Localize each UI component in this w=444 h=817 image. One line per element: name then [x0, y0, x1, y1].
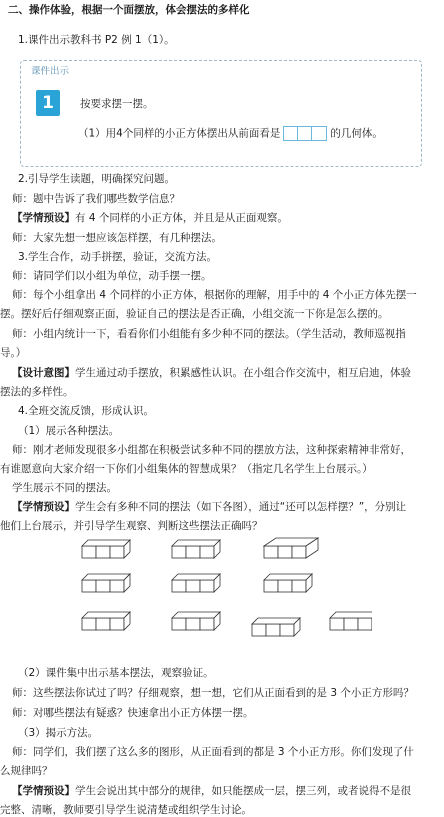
text-line: 师：每个小组拿出 4 个同样的小正方体，根据你的理解，用手中的 4 个小正方体先摆一 — [12, 289, 417, 301]
callout-instruction: 按要求摆一摆。 — [80, 98, 154, 110]
text-line: （3）揭示方法。 — [18, 727, 99, 739]
text-line: 4.全班交流反馈，形成认识。 — [18, 405, 155, 417]
text-line: 导。） — [0, 347, 27, 359]
text-line: 完整、清晰，教师要引导学生说清楚或组织学生讨论。 — [0, 804, 252, 816]
text-line: 师：大家先想一想应该怎样摆，有几种摆法。 — [12, 232, 222, 244]
text-line: 【学情预设】学生会说出其中部分的规律，如只能摆成一层，摆三列，或者说得不是很 — [12, 785, 411, 797]
text-line: 3.学生合作，动手拼摆，验证，交流方法。 — [18, 251, 218, 263]
text-line: 【设计意图】学生通过动手摆放，积累感性认识。在小组合作交流中，相互启迪，体验 — [12, 367, 411, 379]
text-line: 师：对哪些摆法有疑惑？快速拿出小正方体摆一摆。 — [12, 707, 254, 719]
section-title: 二、操作体验，根据一个面摆放，体会摆法的多样化 — [8, 4, 250, 16]
text-line: 摆法的多样性。 — [0, 386, 74, 398]
text-line: 【学情预设】有 4 个同样的小正方体，并且是从正面观察。 — [12, 212, 288, 224]
text-line: 师：刚才老师发现很多小组都在积极尝试多种不同的摆放方法，这种探索精神非常好， — [12, 444, 411, 456]
text-line: （1）展示各种摆法。 — [18, 425, 120, 437]
text-line: 师：请同学们以小组为单位，动手摆一摆。 — [12, 270, 212, 282]
text-line: 师：这些摆法你试过了吗？仔细观察，想一想，它们从正面看到的是 3 个小正方形吗？ — [12, 687, 414, 699]
text-line: 【学情预设】学生会有多种不同的摆法（如下各图），通过“还可以怎样摆？”，分别让 — [12, 501, 407, 513]
text-line: 2.引导学生读题，明确探究问题。 — [18, 173, 176, 185]
step-1: 1.课件出示教科书 P2 例 1（1）。 — [18, 34, 175, 46]
task-text-before: （1）用4个同样的小正方体摆出从前面看是 — [78, 127, 281, 140]
text-line: 学生展示不同的摆法。 — [12, 482, 117, 494]
text-line: 么规律吗？ — [0, 765, 53, 777]
text-line: （2）课件集中出示基本摆法，观察验证。 — [18, 667, 214, 679]
callout-task — [78, 126, 383, 141]
callout-title: 课件出示 — [28, 63, 72, 77]
cube-arrangement-figures — [72, 530, 372, 660]
text-line: 有谁愿意向大家介绍一下你们小组集体的智慧成果？（指定几名学生上台展示。） — [0, 463, 373, 475]
text-line: 他们上台展示，并引导学生观察、判断这些摆法正确吗？ — [0, 520, 263, 532]
text-line: 师：题中告诉了我们哪些数学信息？ — [12, 193, 180, 205]
text-line: 师：同学们，我们摆了这么多的图形，从正面看到的都是 3 个小正方形。你们发现了什 — [12, 746, 414, 758]
callout-box — [20, 60, 422, 167]
text-line: 摆。摆好后仔细观察正面，验证自己的摆法是否正确，小组交流一下你是怎么摆的。 — [0, 308, 389, 320]
task-text-after: 的几何体。 — [330, 127, 383, 140]
example-number-badge: 1 — [36, 90, 60, 116]
text-line: 师：小组内统计一下，看看你们小组能有多少种不同的摆法。（学生活动，教师巡视指 — [12, 328, 406, 340]
three-squares-icon — [283, 126, 327, 141]
